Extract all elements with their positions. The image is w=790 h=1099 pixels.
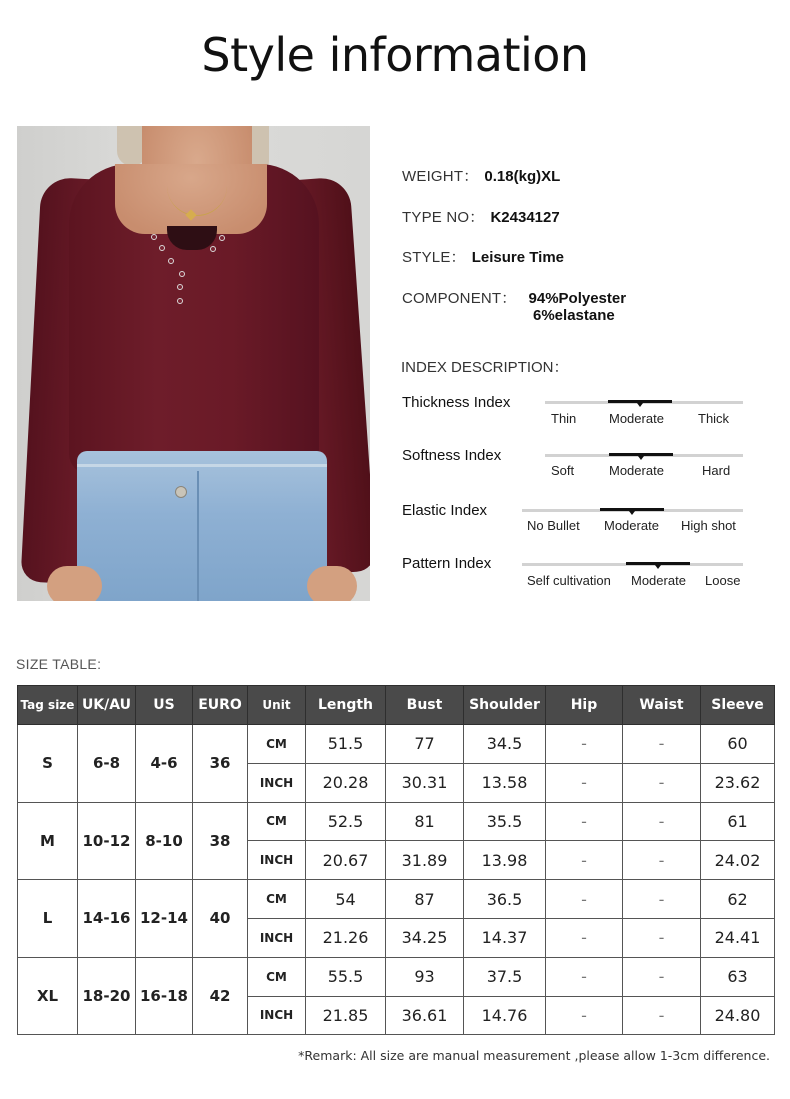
table-row <box>18 880 775 919</box>
cell-uk-au: 6-8 <box>78 725 136 803</box>
cell-sleeve: 24.02 <box>701 841 775 880</box>
cell-shoulder: 14.76 <box>464 996 546 1035</box>
cell-waist: - <box>623 802 701 841</box>
cell-waist: - <box>623 880 701 919</box>
cell-bust: 77 <box>386 725 464 764</box>
cell-unit: CM <box>248 957 306 996</box>
spec-weight <box>402 165 560 186</box>
cell-shoulder: 35.5 <box>464 802 546 841</box>
col-header-tag-size: Tag size <box>18 686 78 725</box>
cell-unit: CM <box>248 725 306 764</box>
pattern-option-moderate: Moderate <box>631 573 686 588</box>
cell-waist: - <box>623 725 701 764</box>
cell-shoulder: 14.37 <box>464 918 546 957</box>
thickness-option-moderate: Moderate <box>609 411 664 426</box>
spec-component-value-1: 94%Polyester <box>528 290 627 307</box>
cell-us: 4-6 <box>136 725 193 803</box>
cell-shoulder: 13.98 <box>464 841 546 880</box>
snap-button <box>179 271 185 277</box>
cell-us: 8-10 <box>136 802 193 880</box>
size-remark: *Remark: All size are manual measurement ,please allow 1-3cm difference. <box>298 1048 770 1063</box>
cell-unit: CM <box>248 802 306 841</box>
cell-length: 20.67 <box>306 841 386 880</box>
spec-component <box>402 287 627 324</box>
cell-hip: - <box>546 802 623 841</box>
jeans-button <box>175 486 187 498</box>
size-table-header-row <box>18 686 775 725</box>
pattern-index-label: Pattern Index <box>402 555 492 572</box>
thickness-option-thick: Thick <box>698 411 730 426</box>
cell-bust: 31.89 <box>386 841 464 880</box>
right-hand <box>307 566 357 601</box>
cell-length: 55.5 <box>306 957 386 996</box>
cell-tag-size: S <box>18 725 78 803</box>
size-table <box>17 685 775 1035</box>
elastic-option-moderate: Moderate <box>604 518 659 533</box>
cell-length: 52.5 <box>306 802 386 841</box>
elastic-index-label: Elastic Index <box>402 502 488 519</box>
thickness-index-label: Thickness Index <box>402 394 511 411</box>
col-header-hip: Hip <box>546 686 623 725</box>
cell-uk-au: 18-20 <box>78 957 136 1035</box>
cell-waist: - <box>623 918 701 957</box>
softness-index-label: Softness Index <box>402 447 502 464</box>
cell-shoulder: 37.5 <box>464 957 546 996</box>
softness-option-soft: Soft <box>551 463 575 478</box>
cell-bust: 81 <box>386 802 464 841</box>
spec-type-no <box>402 206 560 227</box>
cell-sleeve: 24.41 <box>701 918 775 957</box>
cell-unit: INCH <box>248 763 306 802</box>
col-header-sleeve: Sleeve <box>701 686 775 725</box>
cell-hip: - <box>546 918 623 957</box>
cell-bust: 36.61 <box>386 996 464 1035</box>
left-hand <box>47 566 102 601</box>
product-photo <box>17 126 370 601</box>
spec-type-no-value: K2434127 <box>490 209 560 226</box>
cell-bust: 93 <box>386 957 464 996</box>
spec-style <box>402 246 564 267</box>
pattern-index-pointer-icon <box>655 565 661 569</box>
cell-sleeve: 23.62 <box>701 763 775 802</box>
cell-shoulder: 34.5 <box>464 725 546 764</box>
softness-index-pointer-icon <box>638 456 644 460</box>
snap-button <box>159 245 165 251</box>
cell-sleeve: 63 <box>701 957 775 996</box>
spec-component-value-2: 6%elastane <box>533 307 615 324</box>
jeans <box>77 451 327 601</box>
jeans-waistband <box>77 464 327 467</box>
cell-waist: - <box>623 763 701 802</box>
spec-weight-label: WEIGHT： <box>402 168 479 185</box>
cell-unit: INCH <box>248 996 306 1035</box>
cell-bust: 30.31 <box>386 763 464 802</box>
cell-length: 51.5 <box>306 725 386 764</box>
size-table-heading: SIZE TABLE: <box>16 656 102 672</box>
cell-hip: - <box>546 763 623 802</box>
elastic-index-pointer-icon <box>629 511 635 515</box>
elastic-option-no-bullet: No Bullet <box>527 518 580 533</box>
col-header-bust: Bust <box>386 686 464 725</box>
cell-shoulder: 36.5 <box>464 880 546 919</box>
cell-euro: 40 <box>193 880 248 958</box>
cell-waist: - <box>623 996 701 1035</box>
cell-us: 12-14 <box>136 880 193 958</box>
cell-uk-au: 10-12 <box>78 802 136 880</box>
col-header-euro: EURO <box>193 686 248 725</box>
table-row <box>18 957 775 996</box>
snap-button <box>210 246 216 252</box>
cell-tag-size: M <box>18 802 78 880</box>
snap-button <box>168 258 174 264</box>
elastic-option-high-shot: High shot <box>681 518 736 533</box>
col-header-shoulder: Shoulder <box>464 686 546 725</box>
cell-hip: - <box>546 725 623 764</box>
spec-component-label: COMPONENT： <box>402 290 517 307</box>
snap-button <box>177 284 183 290</box>
cell-length: 21.85 <box>306 996 386 1035</box>
snap-button <box>219 235 225 241</box>
index-description-heading: INDEX DESCRIPTION： <box>401 359 569 376</box>
cell-hip: - <box>546 996 623 1035</box>
pattern-option-self-cultivation: Self cultivation <box>527 573 611 588</box>
spec-style-value: Leisure Time <box>471 249 564 266</box>
cell-euro: 38 <box>193 802 248 880</box>
cell-tag-size: XL <box>18 957 78 1035</box>
page-title: Style information <box>201 28 589 82</box>
cell-sleeve: 60 <box>701 725 775 764</box>
spec-style-label: STYLE： <box>402 249 466 266</box>
snap-button <box>151 234 157 240</box>
cell-unit: CM <box>248 880 306 919</box>
cell-length: 21.26 <box>306 918 386 957</box>
cell-unit: INCH <box>248 918 306 957</box>
snap-button <box>177 298 183 304</box>
thickness-option-thin: Thin <box>551 411 577 426</box>
col-header-waist: Waist <box>623 686 701 725</box>
cell-tag-size: L <box>18 880 78 958</box>
cell-bust: 87 <box>386 880 464 919</box>
cell-waist: - <box>623 957 701 996</box>
cell-length: 20.28 <box>306 763 386 802</box>
spec-weight-value: 0.18(kg)XL <box>484 168 561 185</box>
cell-euro: 36 <box>193 725 248 803</box>
cell-waist: - <box>623 841 701 880</box>
thickness-index-pointer-icon <box>637 403 643 407</box>
table-row <box>18 725 775 764</box>
col-header-unit: Unit <box>248 686 306 725</box>
cell-sleeve: 62 <box>701 880 775 919</box>
cell-length: 54 <box>306 880 386 919</box>
cell-unit: INCH <box>248 841 306 880</box>
col-header-us: US <box>136 686 193 725</box>
softness-option-hard: Hard <box>702 463 731 478</box>
cell-hip: - <box>546 957 623 996</box>
table-row <box>18 802 775 841</box>
cell-bust: 34.25 <box>386 918 464 957</box>
cell-sleeve: 61 <box>701 802 775 841</box>
col-header-length: Length <box>306 686 386 725</box>
col-header-uk-au: UK/AU <box>78 686 136 725</box>
pattern-option-loose: Loose <box>705 573 741 588</box>
cell-us: 16-18 <box>136 957 193 1035</box>
cell-shoulder: 13.58 <box>464 763 546 802</box>
softness-option-moderate: Moderate <box>609 463 664 478</box>
spec-type-no-label: TYPE NO： <box>402 209 485 226</box>
jeans-fly <box>197 471 199 601</box>
cell-hip: - <box>546 841 623 880</box>
cell-hip: - <box>546 880 623 919</box>
cell-euro: 42 <box>193 957 248 1035</box>
cell-sleeve: 24.80 <box>701 996 775 1035</box>
cell-uk-au: 14-16 <box>78 880 136 958</box>
